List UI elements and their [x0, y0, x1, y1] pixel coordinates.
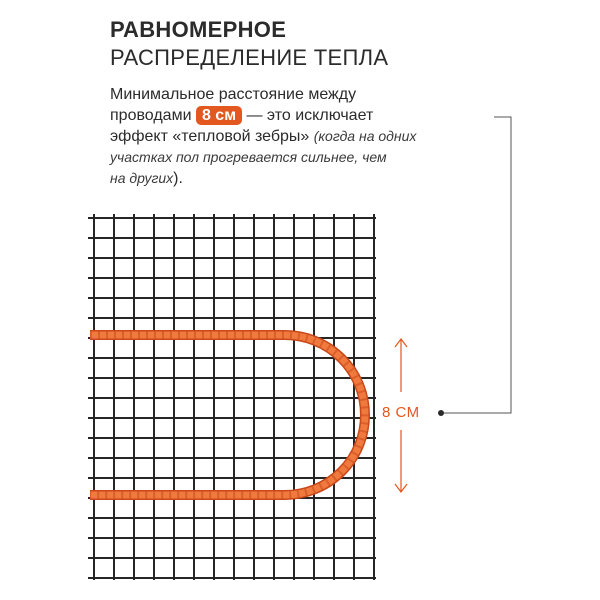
description-note-1: (когда на одних	[313, 128, 417, 144]
description-line-2-end: — это исключает	[246, 107, 374, 124]
heading-line-2: РАСПРЕДЕЛЕНИЕ ТЕПЛА	[110, 45, 389, 70]
description-line-2-start: проводами	[110, 107, 192, 124]
description-line-1: Минимальное расстояние между	[110, 86, 357, 103]
description-line-3-text: эффект «тепловой зебры»	[110, 128, 310, 145]
spacing-highlight-badge: 8 см	[196, 106, 242, 125]
description-note-end: ).	[173, 170, 183, 187]
heading-line-1: РАВНОМЕРНОЕ	[110, 17, 287, 42]
description-note-3: на других	[110, 170, 174, 186]
reinforcement-mesh-grid	[88, 214, 376, 580]
callout-leader-line	[438, 117, 511, 416]
dimension-label: 8 СМ	[382, 404, 420, 421]
callout-bracket	[442, 117, 511, 413]
description-note-2: участках пол прогревается сильнее, чем	[110, 149, 387, 165]
callout-dot	[438, 410, 444, 416]
